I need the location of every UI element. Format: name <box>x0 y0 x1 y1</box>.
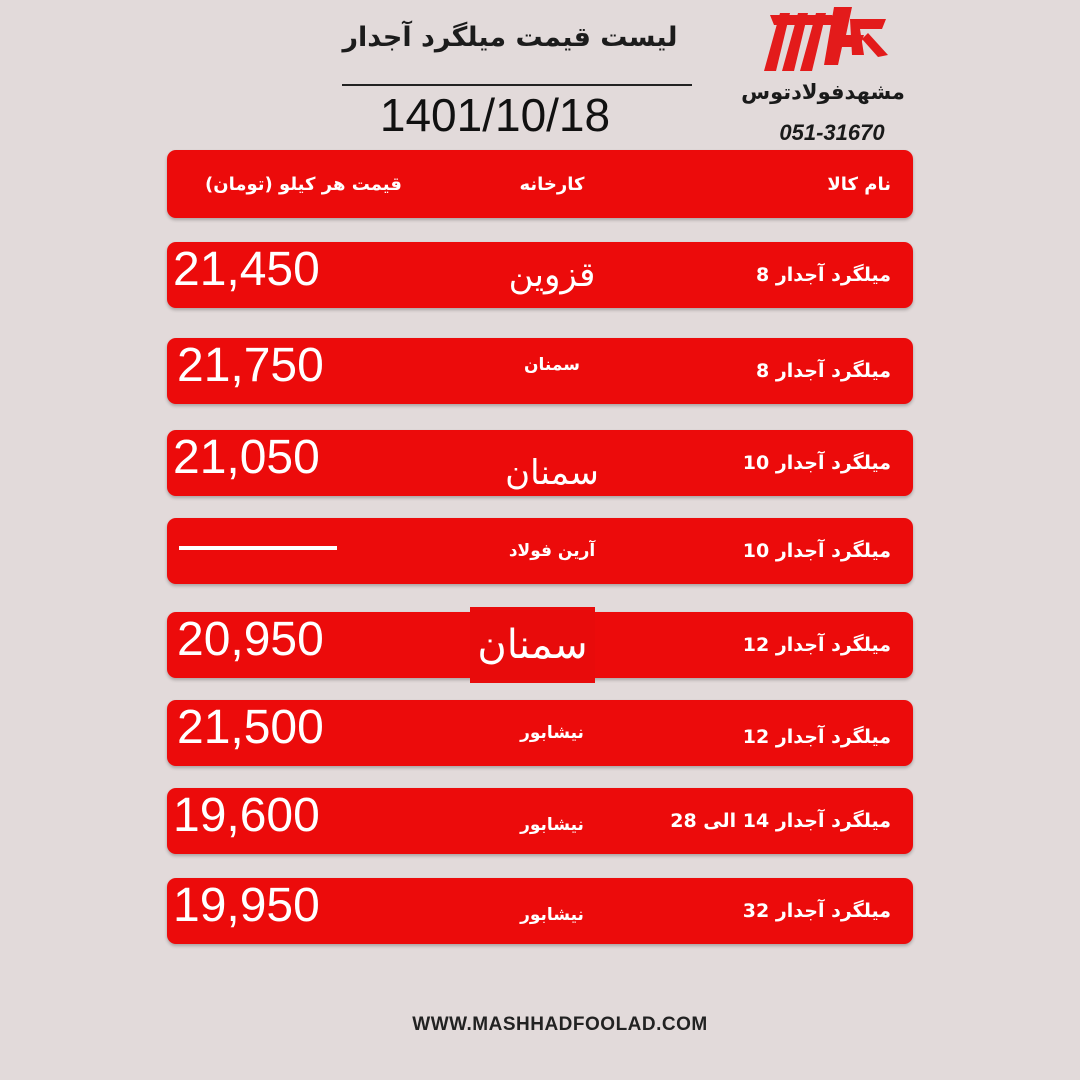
product-name: میلگرد آجدار 8 <box>756 264 891 286</box>
steel-logo-icon <box>760 5 890 73</box>
price-value: 21,500 <box>177 700 324 754</box>
page-title: لیست قیمت میلگرد آجدار <box>342 22 678 53</box>
price-value: 19,950 <box>173 878 320 932</box>
table-row <box>167 242 913 308</box>
title-divider <box>342 84 692 86</box>
product-name: میلگرد آجدار 12 <box>742 634 891 656</box>
factory-name: آرین فولاد <box>508 541 596 561</box>
table-row <box>167 878 913 944</box>
price-value: 21,750 <box>177 338 324 392</box>
price-value: 21,450 <box>173 242 320 296</box>
price-value: 19,600 <box>173 788 320 842</box>
table-row <box>167 338 913 404</box>
table-row <box>167 612 913 678</box>
price-unavailable-dash <box>179 546 337 550</box>
column-header-factory: کارخانه <box>519 173 585 195</box>
table-row <box>167 788 913 854</box>
factory-name: سمنان <box>470 607 595 683</box>
table-row <box>167 518 913 584</box>
column-header-name: نام کالا <box>827 173 891 195</box>
factory-name: سمنان <box>505 453 599 493</box>
brand-phone: 051-31670 <box>779 120 885 145</box>
website-url[interactable]: WWW.MASHHADFOOLAD.COM <box>412 1014 708 1035</box>
product-name: میلگرد آجدار 32 <box>742 900 891 922</box>
product-name: میلگرد آجدار 8 <box>756 360 891 382</box>
price-value: 21,050 <box>173 430 320 484</box>
factory-name: نیشابور <box>520 815 584 835</box>
price-value: 20,950 <box>177 612 324 666</box>
product-name: میلگرد آجدار 12 <box>742 726 891 748</box>
brand-name: مشهدفولادتوس <box>741 80 905 104</box>
table-header <box>167 150 913 218</box>
column-header-price: قیمت هر کیلو (تومان) <box>205 173 402 195</box>
factory-name: قزوین <box>508 255 596 295</box>
product-name: میلگرد آجدار 10 <box>742 540 891 562</box>
factory-name: نیشابور <box>520 723 584 743</box>
product-name: میلگرد آجدار 10 <box>742 452 891 474</box>
product-name: میلگرد آجدار 14 الی 28 <box>670 810 891 832</box>
price-date: 1401/10/18 <box>379 89 611 141</box>
factory-name: سمنان <box>524 355 580 375</box>
table-row <box>167 430 913 496</box>
table-row <box>167 700 913 766</box>
factory-name: نیشابور <box>520 905 584 925</box>
